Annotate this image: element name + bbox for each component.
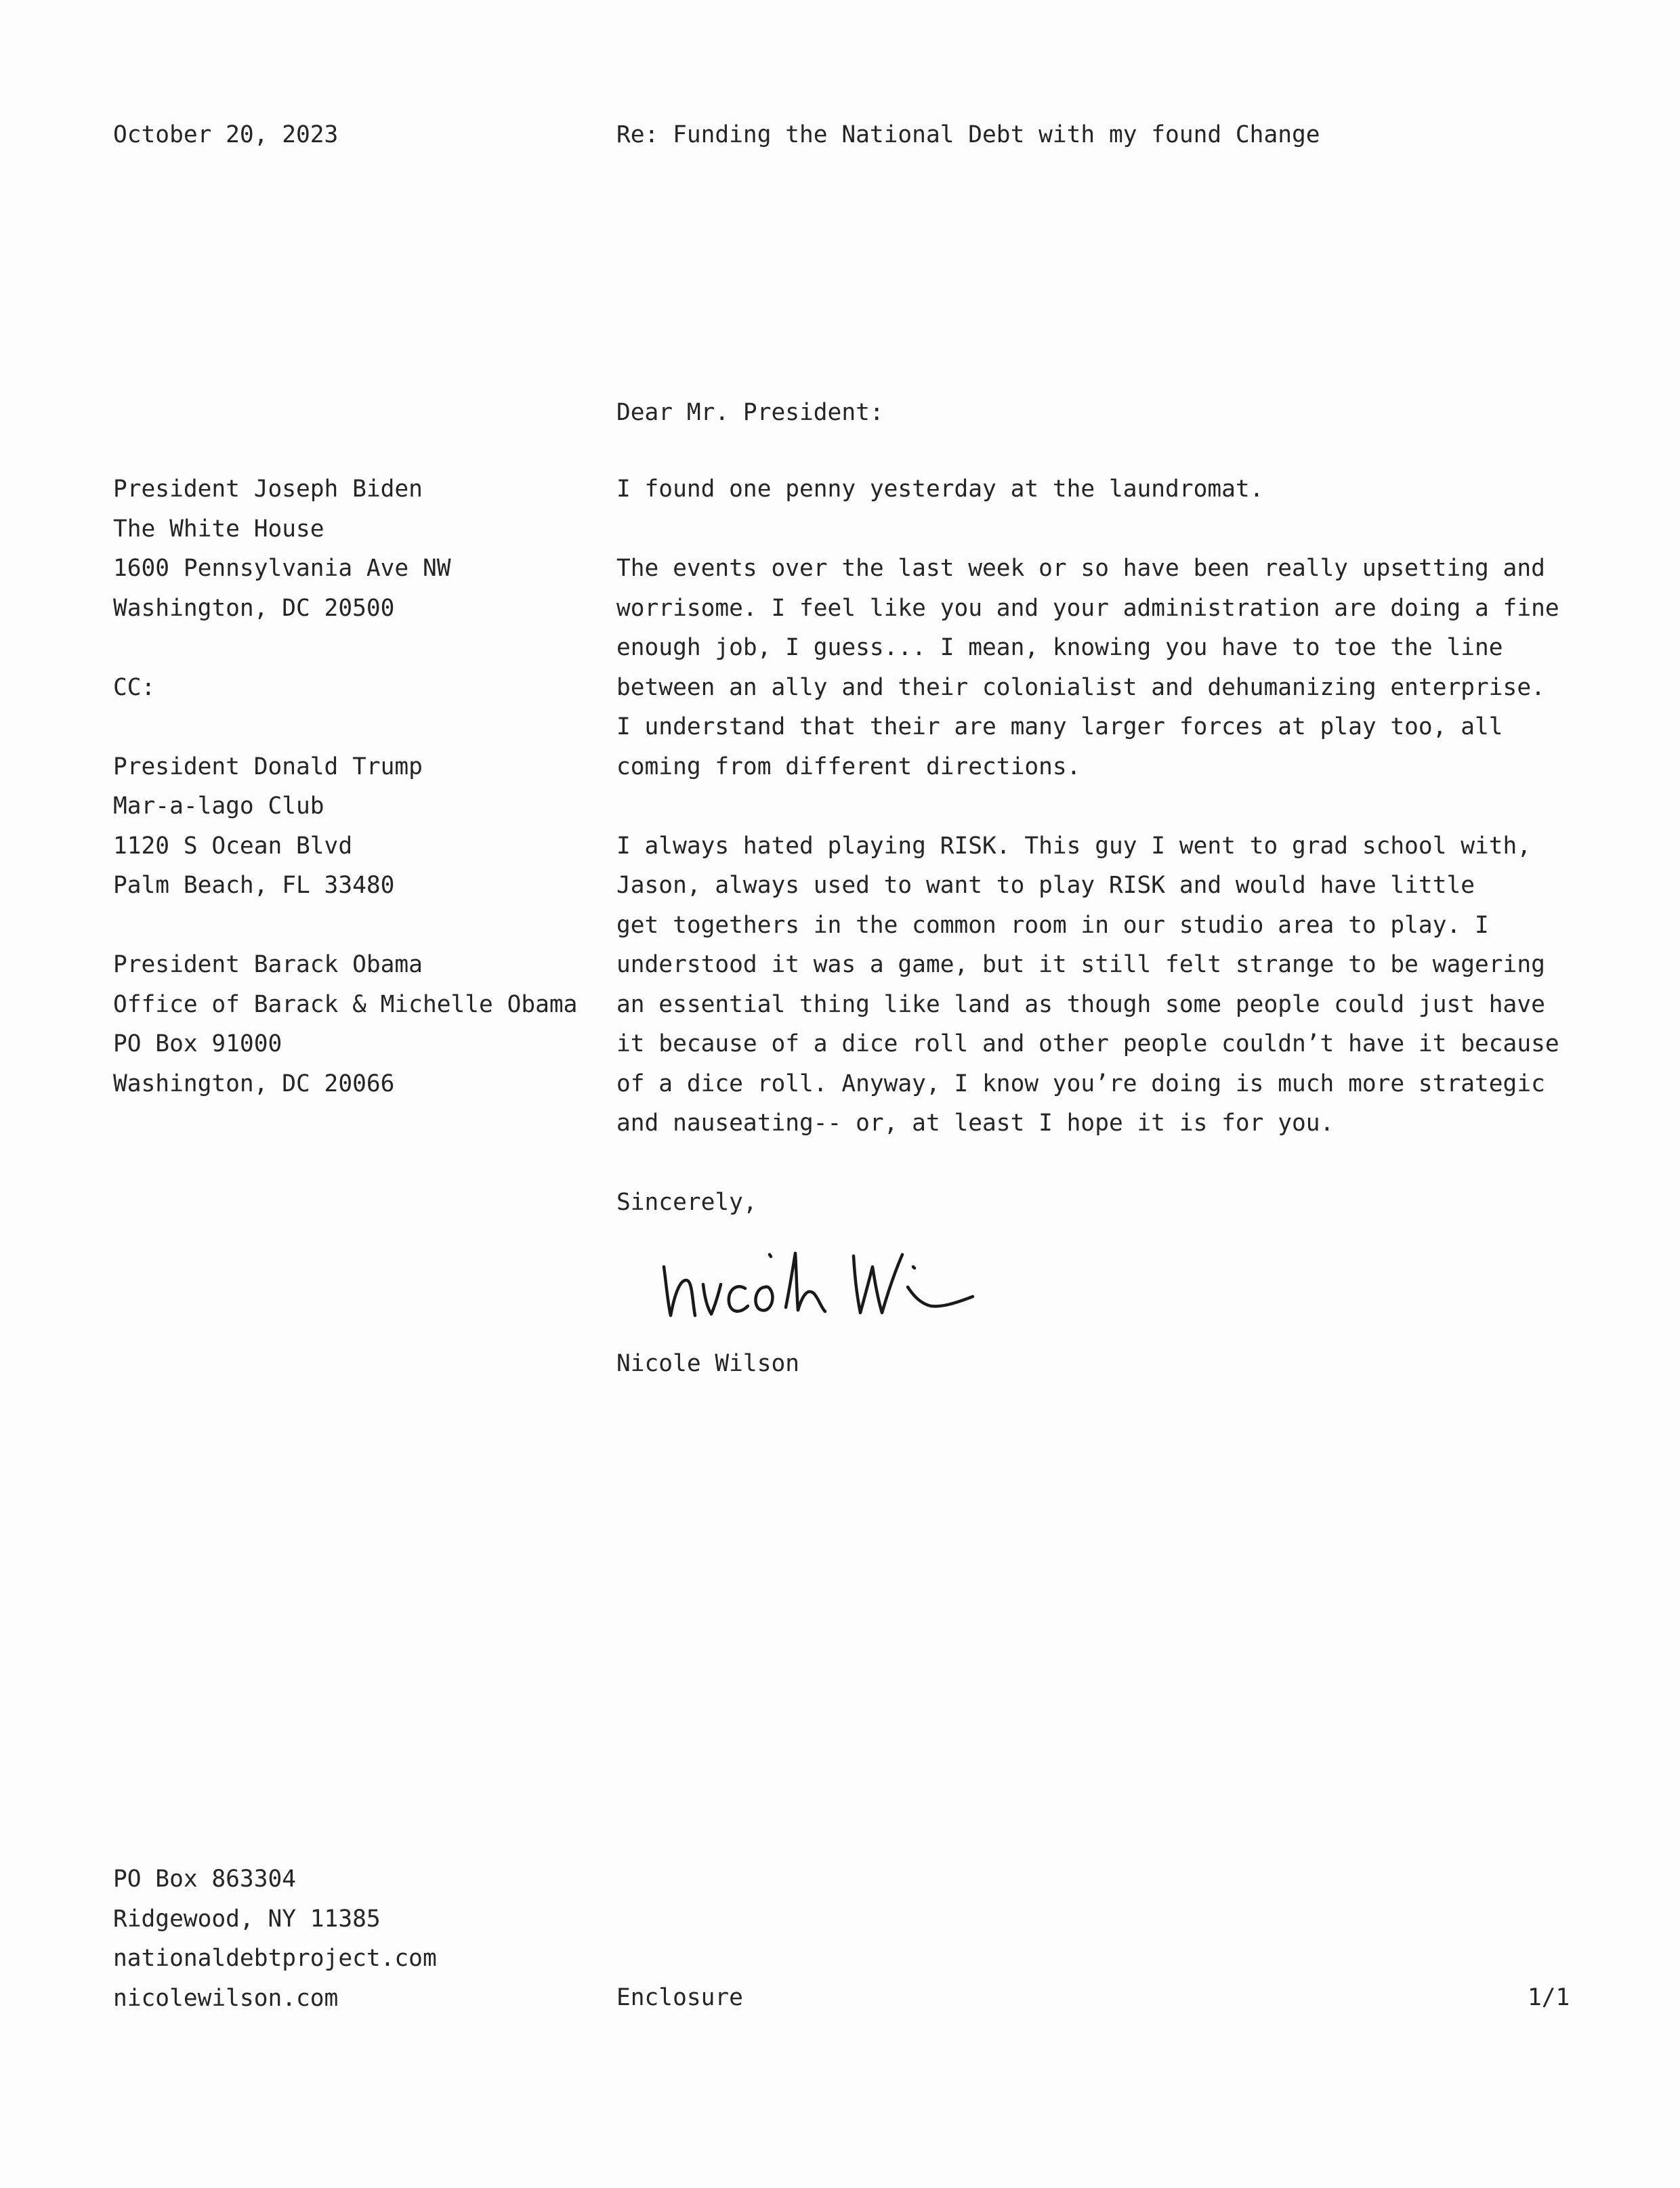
address-line: Washington, DC 20500 [113,594,395,622]
body-line: and nauseating-- or, at least I hope it is for you. [616,1110,1335,1137]
cc-label: CC: [113,673,156,701]
address-line: Washington, DC 20066 [113,1070,395,1097]
address-line: The White House [113,515,324,543]
salutation: Dear Mr. President: [616,399,884,426]
cc-recipient-address [113,945,577,1103]
address-line: President Joseph Biden [113,476,423,503]
body-line: I always hated playing RISK. This guy I went to grad school with, [616,832,1532,860]
primary-recipient-address [113,469,577,628]
sender-website: nationaldebtproject.com [113,1945,437,1972]
body-line: an essential thing like land as though some people could just have [616,990,1545,1018]
address-line: Palm Beach, FL 33480 [113,872,395,899]
body-line: The events over the last week or so have been really upsetting and [616,555,1545,582]
body-line: get togethers in the common room in our studio area to play. I [616,911,1489,939]
body-line: of a dice roll. Anyway, I know you’re doing is much more strategic [616,1070,1545,1097]
address-line: President Barack Obama [113,951,423,978]
closing-group [616,1183,1559,1223]
body-line: worrisome. I feel like you and your administration are doing a fine [616,594,1559,622]
page-number: 1/1 [1528,1984,1570,2011]
body-paragraph [616,826,1559,1143]
address-line: 1120 S Ocean Blvd [113,832,353,860]
closing: Sincerely, [616,1189,757,1216]
body-line: coming from different directions. [616,753,1081,780]
signer-name: Nicole Wilson [616,1350,800,1377]
recipient-block [113,469,577,1143]
sender-address-line: Ridgewood, NY 11385 [113,1905,381,1933]
address-line: Mar-a-lago Club [113,793,324,820]
cc-label-group [113,668,577,708]
letter-subject: Re: Funding the National Debt with my found Change [616,121,1320,148]
handwritten-signature [657,1240,1009,1328]
address-line: Office of Barack & Michelle Obama [113,990,578,1018]
sender-website: nicolewilson.com [113,1984,339,2012]
sender-address [113,1859,437,2018]
body-line: it because of a dice roll and other people couldn’t have it because [616,1030,1559,1057]
body-line: enough job, I guess... I mean, knowing you have to toe the line [616,634,1503,661]
body-paragraph [616,549,1559,786]
letter-date: October 20, 2023 [113,121,339,148]
body-line: Jason, always used to want to play RISK and would have little [616,872,1475,899]
cc-recipient-address [113,747,577,906]
sender-address-line: PO Box 863304 [113,1866,297,1893]
body-line: I found one penny yesterday at the laundromat. [616,476,1264,503]
body-line: between an ally and their colonialist and dehumanizing enterprise. [616,673,1545,701]
body-paragraph [616,469,1559,509]
body-line: understood it was a game, but it still felt strange to be wagering [616,951,1545,978]
address-line: PO Box 91000 [113,1030,282,1057]
letter-body [616,469,1559,1262]
body-line: I understand that their are many larger forces at play too, all [616,713,1503,740]
address-line: 1600 Pennsylvania Ave NW [113,555,451,582]
enclosure-note: Enclosure [616,1984,743,2011]
address-line: President Donald Trump [113,753,423,780]
